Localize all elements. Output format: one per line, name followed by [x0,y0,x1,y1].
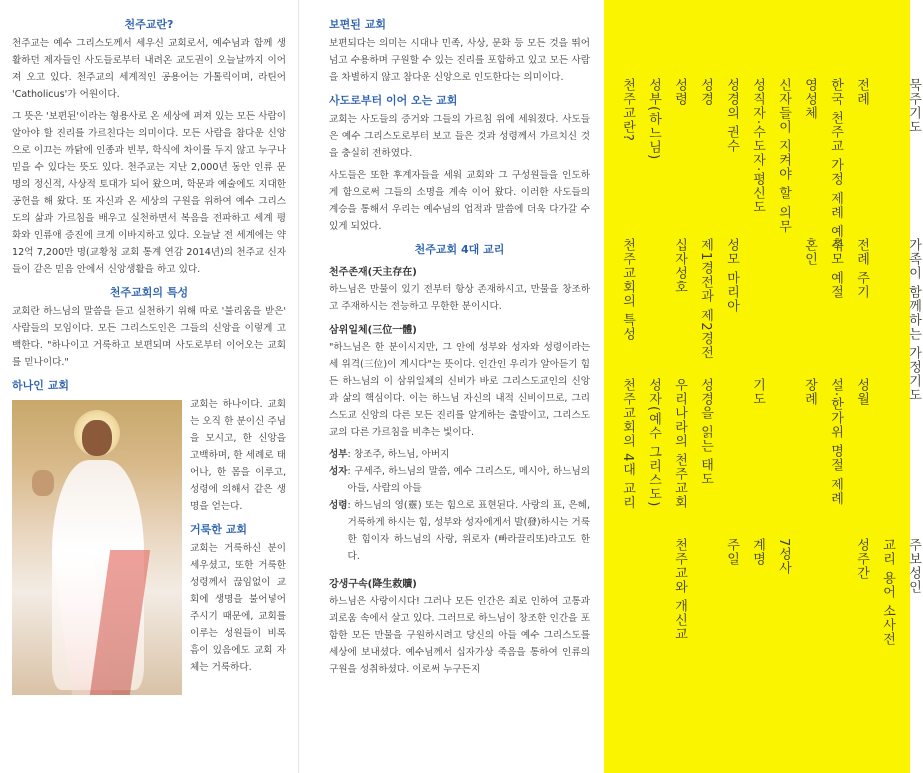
paragraph: 교회는 거룩하신 분이 세우셨고, 또한 거룩한 성령께서 끊임없이 교회에 생명을 불어넣어 주시기 때문에, 교회를 이루는 성원들이 비록 흠이 있음에도 교회 자체는 거룩하다. [190,543,286,673]
paragraph: 천주교는 예수 그리스도께서 세우신 교회로서, 예수님과 함께 생활하던 제자들인 사도들로부터 내려온 교도권이 오늘날까지 이어져 오고 있다. 천주교의 세계적인 공용어는 가톨릭이며, 라틴어 'Catholicus'가 어원이다. [12,38,286,100]
paragraph: 하느님은 만물이 있기 전부터 항상 존재하시고, 만물을 창조하고 주재하시는 전능하고 무한한 분이시다. [329,284,590,312]
contents-entry: 설·한가위 명절 제례 [828,378,843,506]
paragraph: 그 뜻은 '보편된'이라는 형용사로 온 세상에 퍼져 있는 모든 사람이 알아야 할 진리를 가르친다는 의미이다. 모든 사람을 참다운 신앙으로 이끄는 까닭에 인종과 빈부, 학식에 차이를 두지 않고 누구나 믿을 수 있다는 뜻도 있다. 천주교는 지난 2,000년 동안 인류 문명의 정신적, 사상적 토대가 되어 왔으며, 학문과 예술에도 지대한 공헌을 해 왔다. 또 자신과 온 세상의 구원을 위하여 예수 그리스도의 삶과 가르침을 배우고 실천하면서 복음을 전파하고 세계 평화와 인류애 증진에 크게 이바지하고 있다. 오늘날 전 세계에는 약 12억 7,200만 명(교황청 교회 통계 연감 2014년)의 천주교 신자들이 같은 믿음 안에서 신앙생활을 하고 있다. [12,111,286,275]
contents-entry: 천주교회의 4대 교리 [620,378,635,510]
list-item [329,446,590,463]
contents-entry: 성직자·수도자·평신도 [750,78,765,215]
contents-entry: 성부(하느님) [646,78,661,161]
paragraph: 교회란 하느님의 말씀을 듣고 실천하기 위해 따로 '불리움을 받은' 사람들의 모임이다. 모든 그리스도인은 그들의 신앙을 이렇게 고백한다. "하나이고 거룩하고 보편되며 사도로부터 이어오는 교회를 믿나이다." [12,306,286,368]
paragraph: 교회는 하나이다. 교회는 오직 한 분이신 주님을 모시고, 한 신앙을 고백하며, 한 세례로 태어나, 한 몸을 이루고, 성령에 의해서 같은 생명을 얻는다. [190,399,286,512]
divine-mercy-image [12,400,182,695]
doctrine-title: 삼위일체(三位一體) [329,325,417,336]
subsection-title: 거룩한 교회 [190,523,247,536]
contents-entry: 교리 용어 소사전 [880,538,895,647]
subsection-title: 하나인 교회 [12,379,69,392]
contents-entry: 장례 [802,378,817,406]
doctrine-title: 강생구속(降生救贖) [329,579,417,590]
contents-entry: 제1경전과 제2경전 [698,238,713,360]
contents-entry: 천주교와 개신교 [672,538,687,642]
contents-entry: 성령 [672,78,687,106]
section-title: 천주교회의 특성 [109,286,189,299]
contents-entry: 성경을 읽는 태도 [698,378,713,487]
contents-entry: 한국 천주교 가정 제례 예식 [828,78,843,253]
contents-panel [604,0,921,773]
list-item [329,463,590,497]
section-title: 사도로부터 이어 오는 교회 [329,94,458,107]
contents-entry: 성주간 [854,538,869,580]
list-term: 성자 [329,466,348,477]
left-panel [0,0,298,773]
contents-entry: 성월 [854,378,869,406]
paragraph: 보편되다는 의미는 시대나 민족, 사상, 문화 등 모든 것을 뛰어 넘고 수용하며 구원할 수 있는 진리를 포함하고 있고 모든 사람을 차별하지 않고 참다운 신앙으로 인도한다는 의미이다. [329,38,590,83]
contents-entry: 7성사 [776,538,791,576]
list-term: 성령 [329,500,348,511]
head-shape [82,420,112,456]
contents-entry: 묵주기도 [906,78,921,134]
contents-entry: 전례 [854,78,869,106]
contents-entry: 주보성인 [906,538,921,594]
contents-entry: 가족이 함께하는 가정기도 [906,238,921,403]
contents-entry: 혼인 [802,238,817,266]
doctrine-title: 천주존재(天主存在) [329,267,417,278]
list-desc: : 구세주, 하느님의 말씀, 예수 그리스도, 메시아, 하느님의 아들, 사람의 아들 [347,466,590,494]
contents-entry: 영성체 [802,78,817,120]
contents-entry: 계명 [750,538,765,566]
contents-entry: 주일 [724,538,739,566]
contents-entry: 성모 마리아 [724,238,739,314]
contents-entry: 천주교란? [620,78,635,142]
section-title: 보편된 교회 [329,18,386,31]
paragraph: 하느님은 사랑이시다! 그러나 모든 인간은 죄로 인하여 고통과 괴로움 속에서 살고 있다. 그러므로 하느님이 창조한 인간을 포함한 모든 만물을 구원하시려고 당신의 아들 예수 그리스도를 세상에 보내셨다. 예수님께서 십자가상 죽음을 통하여 인류의 구원을 성취하셨다. 이로써 누구든지 [329,596,590,675]
list-item [329,497,590,565]
contents-entry: 십자성호 [672,238,687,294]
contents-entry: 성자(예수 그리스도) [646,378,661,508]
contents-entry: 천주교회의 특성 [620,238,635,342]
contents-entry: 기도 [750,378,765,406]
contents-entry: 성경의 권수 [724,78,739,154]
contents-entry: 추모 예절 [828,238,843,300]
contents-entry: 성경 [698,78,713,106]
paragraph: "하느님은 한 분이시지만, 그 안에 성부와 성자와 성령이라는 세 위격(三位)이 계시다"는 뜻이다. 인간인 우리가 알아듣기 힘든 하느님의 이 삼위일체의 신비가 바로 그리스도교인의 신앙과 삶의 핵심이다. 이는 하느님 자신의 내적 신비이므로, 그리스도교 신앙의 다른 모든 진리를 알게하는 출발이고, 그리스도교의 다른 가르침을 비추는 빛이다. [329,342,590,438]
list-desc: : 하느님의 영(靈) 또는 힘으로 표현된다. 사랑의 표, 은혜, 거룩하게 하시는 힘, 성부와 성자에게서 발(發)하시는 거룩한 힘이자 하느님의 사랑, 위로자 (빠라끌리또)라고도 한다. [347,500,590,562]
hand-shape [32,470,54,496]
contents-entry: 우리나라의 천주교회 [672,378,687,510]
trinity-list [329,446,590,565]
middle-panel [298,0,604,773]
section-title: 천주교회 4대 교리 [414,243,505,256]
section-title: 천주교란? [124,18,174,31]
contents-entry: 전례 주기 [854,238,869,300]
paragraph: 교회는 사도들의 증거와 그들의 가르침 위에 세워졌다. 사도들은 예수 그리스도로부터 보고 들은 것과 성령께서 가르치신 것을 충실히 전하였다. [329,114,590,159]
list-desc: : 창조주, 하느님, 아버지 [347,449,450,460]
contents-entry: 신자들이 지켜야 할 의무 [776,78,791,234]
list-term: 성부 [329,449,348,460]
paragraph: 사도들은 또한 후계자들을 세워 교회와 그 구성원들을 인도하게 함으로써 그들의 소명을 계속 이어 왔다. 이러한 사도들의 계승을 통해서 우리는 예수님의 업적과 말씀에 더욱 다가갈 수 있게 되었다. [329,170,590,232]
